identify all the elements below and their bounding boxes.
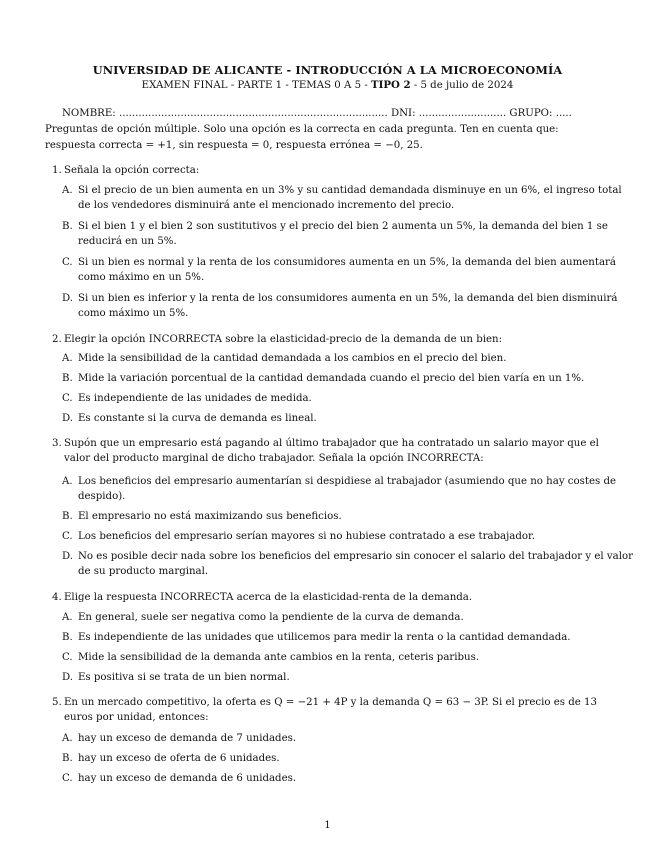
question-text: Elige la respuesta INCORRECTA acerca de la elasticidad-renta de la demanda.: [64, 592, 473, 603]
question-text: euros por unidad, entonces:: [64, 712, 209, 723]
option-text: Mide la variación porcentual de la cantidad demandada cuando el precio del bien varía en un 1%.: [78, 373, 585, 384]
option-text: de los vendedores disminuirá ante el mencionado incremento del precio.: [78, 200, 455, 211]
option-text: Si un bien es normal y la renta de los consumidores aumenta en un 5%, la demanda del bien aumentará: [78, 257, 616, 268]
option-text: Si un bien es inferior y la renta de los consumidores aumenta en un 5%, la demanda del bien disminuirá: [78, 293, 618, 304]
student-info-line: NOMBRE: ................................................................................... DNI: ........................... GRUPO: .....: [62, 108, 572, 119]
option-label: D.: [62, 672, 74, 683]
option-text: Los beneficios del empresario serían mayores si no hubiese contratado a ese trabajador.: [78, 531, 535, 542]
exam-type: TIPO 2: [371, 79, 411, 91]
question-text: Supón que un empresario está pagando al último trabajador que ha contratado un salario mayor que el: [64, 438, 599, 449]
question-text: Señala la opción correcta:: [64, 165, 200, 176]
option-label: A.: [62, 476, 73, 487]
option-text: Es positiva si se trata de un bien normal.: [78, 672, 290, 683]
exam-date: - 5 de julio de 2024: [410, 80, 514, 91]
option-label: A.: [62, 612, 73, 623]
option-label: B.: [62, 221, 73, 232]
option-text: Es independiente de las unidades que utilicemos para medir la renta o la cantidad demandada.: [78, 632, 571, 643]
question-text: En un mercado competitivo, la oferta es Q = −21 + 4P y la demanda Q = 63 − 3P. Si el precio es de 13: [64, 697, 598, 708]
option-label: A.: [62, 353, 73, 364]
question-number: 2.: [52, 334, 62, 345]
option-text: Es independiente de las unidades de medida.: [78, 393, 312, 404]
option-text: Mide la sensibilidad de la cantidad demandada a los cambios en el precio del bien.: [78, 353, 507, 364]
option-label: D.: [62, 293, 74, 304]
option-text: El empresario no está maximizando sus beneficios.: [78, 511, 342, 522]
question-number: 5.: [52, 697, 62, 708]
question-number: 1.: [52, 165, 62, 176]
option-text: como máximo un 5%.: [78, 308, 189, 319]
option-text: reducirá en un 5%.: [78, 236, 177, 247]
option-text: hay un exceso de demanda de 7 unidades.: [78, 733, 297, 744]
option-text: Es constante si la curva de demanda es lineal.: [78, 413, 317, 424]
option-label: C.: [62, 257, 73, 268]
option-1c: [62, 255, 614, 287]
option-text: despido).: [78, 491, 126, 502]
option-1d: [62, 291, 618, 323]
option-label: C.: [62, 773, 73, 784]
option-label: D.: [62, 413, 74, 424]
question-text: valor del producto marginal de dicho trabajador. Señala la opción INCORRECTA:: [64, 453, 484, 464]
option-3d: [62, 549, 633, 581]
option-text: Si el bien 1 y el bien 2 son sustitutivos y el precio del bien 2 aumenta un 5%, la demanda del bien 1 se: [78, 221, 608, 232]
option-text: Los beneficios del empresario aumentarían si despidiese al trabajador (asumiendo que no hay costes de: [78, 476, 617, 487]
option-label: B.: [62, 753, 73, 764]
question-number: 4.: [52, 592, 62, 603]
option-text: No es posible decir nada sobre los beneficios del empresario sin conocer el salario del trabajador y el valor: [78, 551, 633, 562]
page-number: 1: [324, 820, 331, 831]
option-label: C.: [62, 393, 73, 404]
exam-title: UNIVERSIDAD DE ALICANTE - INTRODUCCIÓN A LA MICROECONOMÍA: [92, 63, 563, 77]
exam-subtitle: [0, 79, 655, 91]
option-3a: [62, 474, 617, 506]
option-text: hay un exceso de oferta de 6 unidades.: [78, 753, 280, 764]
option-text: Si el precio de un bien aumenta en un 3% y su cantidad demandada disminuye en un 6%, el ingreso total: [78, 185, 622, 196]
option-text: En general, suele ser negativa como la pendiente de la curva de demanda.: [78, 612, 464, 623]
subtitle-text: EXAMEN FINAL - PARTE 1 - TEMAS 0 A 5 -: [141, 80, 372, 91]
option-text: Mide la sensibilidad de la demanda ante cambios en la renta, ceteris paribus.: [78, 652, 480, 663]
option-label: A.: [62, 185, 73, 196]
option-text: como máximo en un 5%.: [78, 272, 205, 283]
option-label: B.: [62, 632, 73, 643]
option-text: hay un exceso de demanda de 6 unidades.: [78, 773, 297, 784]
question-number: 3.: [52, 438, 62, 449]
option-1b: [62, 219, 614, 251]
option-label: B.: [62, 373, 73, 384]
question-text: Elegir la opción INCORRECTA sobre la elasticidad-precio de la demanda de un bien:: [64, 334, 503, 345]
option-1a: [62, 183, 622, 215]
option-label: A.: [62, 733, 73, 744]
option-label: D.: [62, 551, 74, 562]
question-3: [52, 436, 612, 468]
option-text: de su producto marginal.: [78, 566, 209, 577]
option-label: C.: [62, 531, 73, 542]
instructions: Preguntas de opción múltiple. Solo una opción es la correcta en cada pregunta. Ten en cuenta que: respuesta correcta = +1, sin respuesta = 0, respuesta errónea = −0, 25.: [45, 124, 559, 151]
option-label: C.: [62, 652, 73, 663]
question-5: [52, 695, 612, 727]
option-label: B.: [62, 511, 73, 522]
